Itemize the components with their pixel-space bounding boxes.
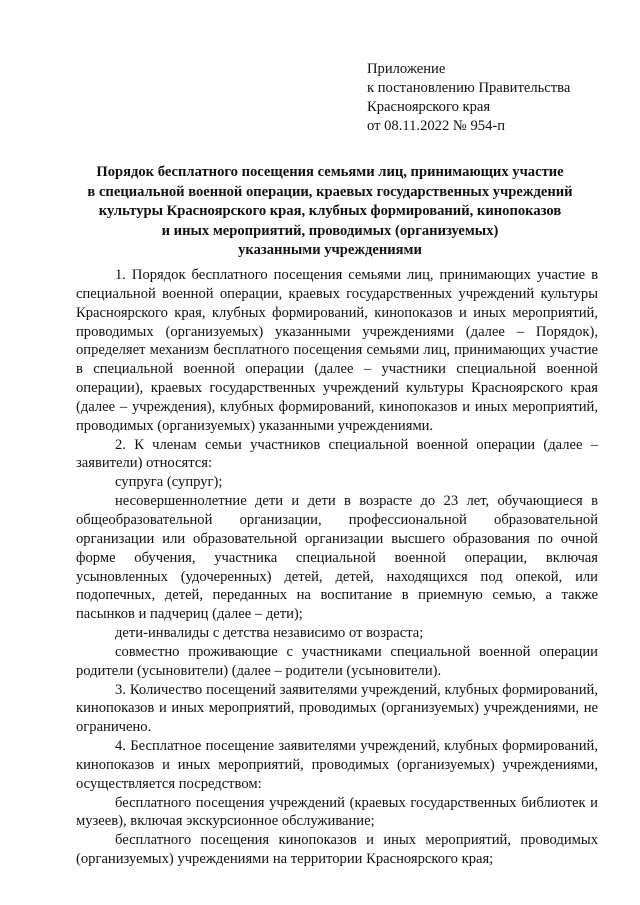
- appendix-label: Приложение: [367, 61, 446, 77]
- appendix-date-number: от 08.11.2022 № 954-п: [367, 118, 506, 134]
- appendix-header: [367, 60, 617, 136]
- appendix-decree-reference: к постановлению Правительства: [367, 80, 571, 96]
- list-item-children: несовершеннолетние дети и дети в возрасте до 23 лет, обучающиеся в общеобразовательной организации, профессиональной образовательной организации или образовательной организации высшего образования по очной форме обучения, участника специальной военной операции, включая усыновленных (удочеренных) детей, детей, находящихся под опекой, или подопечных, детей, переданных на воспитание в приемную семью, а также пасынков и падчериц (далее – дети);: [76, 493, 598, 623]
- list-item-film-screenings: бесплатного посещения кинопоказов и иных мероприятий, проводимых (организуемых) учреждениями на территории Красноярского края;: [76, 832, 598, 868]
- paragraph-4-free-visit: 4. Бесплатное посещение заявителями учреждений, клубных формирований, кинопоказов и иных мероприятий, проводимых (организуемых) учреждениями, осуществляется посредством:: [76, 738, 598, 792]
- document-title: [60, 163, 600, 261]
- title-line: культуры Красноярского края, клубных формирований, кинопоказов: [98, 203, 562, 219]
- list-item-spouse: супруга (супруг);: [115, 474, 223, 491]
- paragraph-2-family-members: 2. К членам семьи участников специальной военной операции (далее – заявители) относятся:: [76, 436, 598, 472]
- paragraph-1-purpose: 1. Порядок бесплатного посещения семьями лиц, принимающих участие в специальной военной операции, краевых государственных учреждений культуры Красноярского края, клубных формирований, кинопоказов и иных мероприятий, проводимых (организуемых) указанными учреждениями (далее – Порядок), определяет механизм бесплатного посещения семьями лиц, принимающих участие в специальной военной операции (далее – участники специальной военной операции), краевых государственных учреждений культуры Красноярского края (далее – учреждения), клубных формирований, кинопоказов и иных мероприятий, проводимых (организуемых) указанными учреждениями.: [76, 267, 598, 434]
- title-line: и иных мероприятий, проводимых (организуемых): [161, 222, 499, 239]
- document-body: [76, 266, 598, 869]
- list-item-disabled-children: дети-инвалиды с детства независимо от возраста;: [115, 625, 424, 642]
- title-line: указанными учреждениями: [238, 242, 422, 258]
- title-line: Порядок бесплатного посещения семьями лиц, принимающих участие: [96, 164, 564, 180]
- list-item-libraries-museums: бесплатного посещения учреждений (краевых государственных библиотек и музеев), включая экскурсионное обслуживание;: [76, 794, 598, 830]
- paragraph-3-visit-count: 3. Количество посещений заявителями учреждений, клубных формирований, кинопоказов и иных мероприятий, проводимых (организуемых) учреждениями, не ограничено.: [76, 681, 598, 736]
- list-item-parents: совместно проживающие с участниками специальной военной операции родители (усыновители) (далее – родители (усыновители).: [76, 643, 598, 679]
- appendix-region: Красноярского края: [367, 99, 491, 115]
- title-line: в специальной военной операции, краевых государственных учреждений: [87, 183, 573, 200]
